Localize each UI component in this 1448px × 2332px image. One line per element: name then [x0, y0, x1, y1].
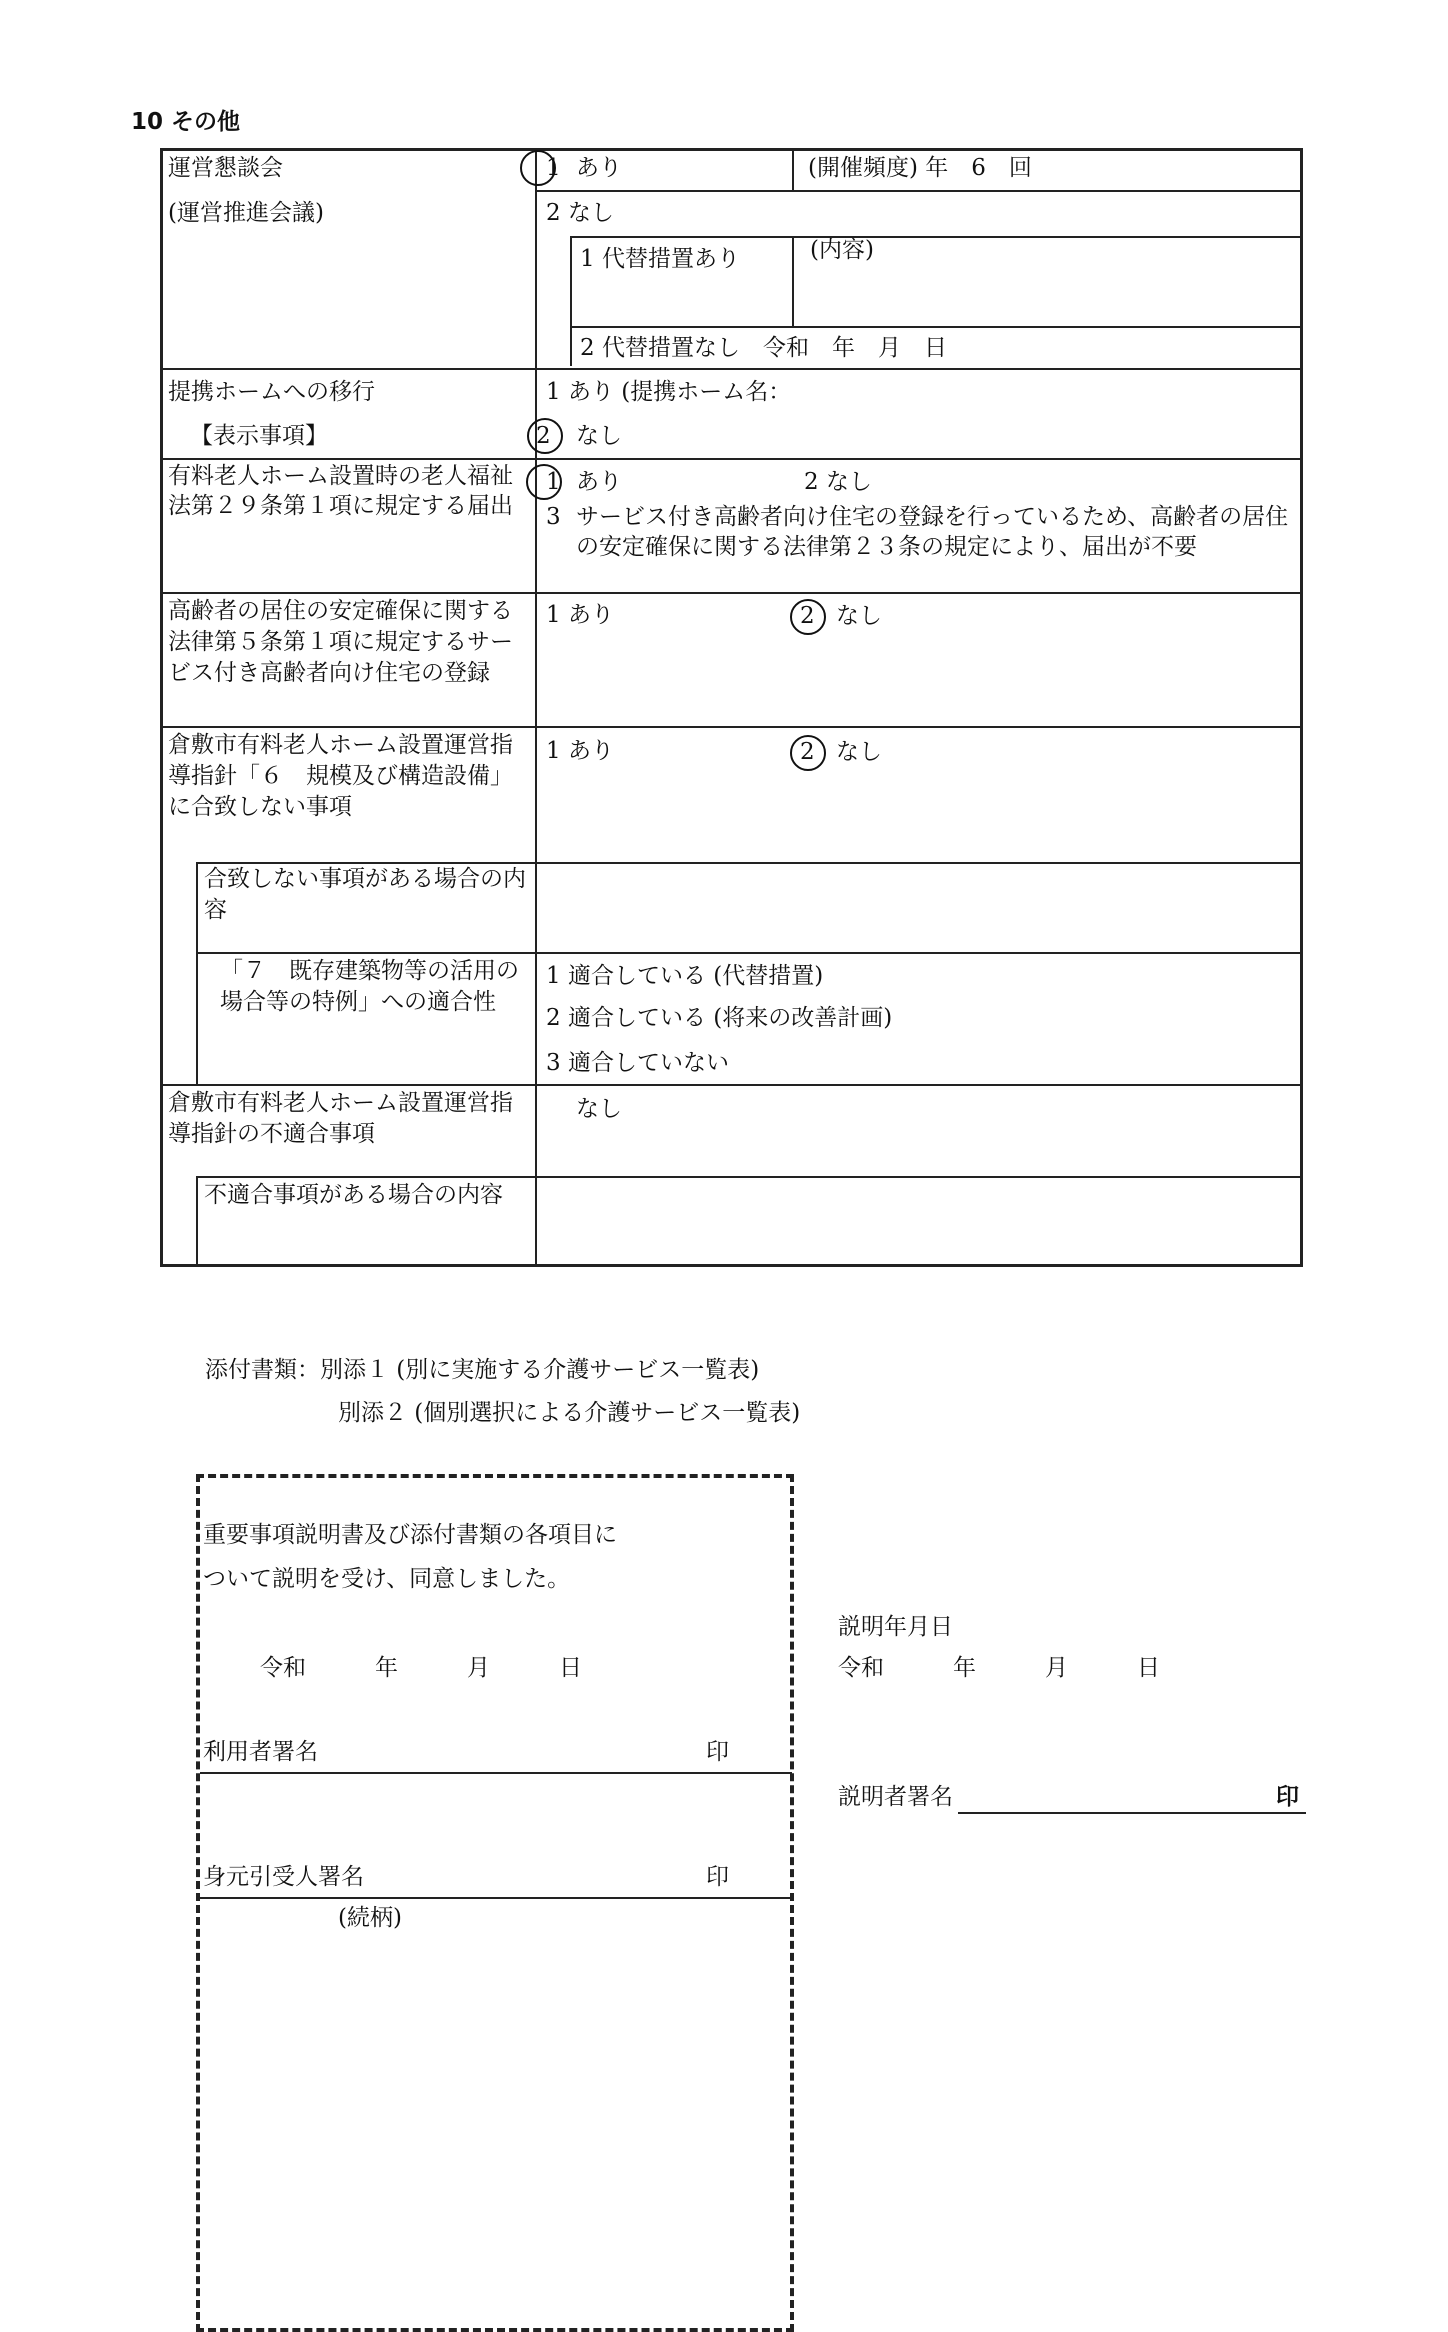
- attachment-line-2: 別添２ (個別選択による介護サービス一覧表): [338, 1400, 801, 1426]
- relation-label: (続柄): [338, 1905, 402, 1931]
- alt-measure-yes: 1 代替措置あり: [580, 246, 740, 272]
- seal-mark: 印: [706, 1739, 729, 1765]
- transfer-option-yes: 1 あり (提携ホーム名：: [546, 379, 792, 405]
- explainer-signature-line[interactable]: [958, 1812, 1306, 1814]
- meeting-option-yes-num: 1: [546, 155, 561, 181]
- registration-label: 高齢者の居住の安定確保に関する法律第５条第１項に規定するサービス付き高齢者向け住宅の登録: [168, 598, 513, 686]
- conformity-option-1: 1 適合している (代替措置): [546, 963, 824, 989]
- guarantor-signature-label: 身元引受人署名: [203, 1864, 364, 1890]
- alt-measure-no: 2 代替措置なし 令和 年 月 日: [580, 335, 947, 361]
- explanation-date: 令和 年 月 日: [838, 1655, 1160, 1681]
- mismatch-content-label: 合致しない事項がある場合の内容: [204, 866, 526, 923]
- conformity-option-3: 3 適合していない: [546, 1050, 729, 1076]
- guideline-option-no: なし: [836, 739, 882, 765]
- transfer-label: 提携ホームへの移行: [168, 379, 375, 405]
- notification-option-3-num: 3: [546, 504, 561, 530]
- registration-option-no: なし: [836, 603, 882, 629]
- notification-option-no: 2 なし: [804, 469, 872, 495]
- meeting-sublabel: (運営推進会議): [168, 200, 324, 226]
- nonconformity-content-label: 不適合事項がある場合の内容: [204, 1182, 503, 1208]
- registration-option-yes: 1 あり: [546, 602, 614, 628]
- meeting-label: 運営懇談会: [168, 155, 283, 181]
- meeting-option-yes: あり: [576, 155, 622, 181]
- meeting-option-no: 2 なし: [546, 200, 614, 226]
- consent-text-1: 重要事項説明書及び添付書類の各項目に: [203, 1522, 617, 1548]
- seal-mark: 印: [1276, 1783, 1299, 1810]
- guideline-option-yes: 1 あり: [546, 738, 614, 764]
- user-signature-label: 利用者署名: [203, 1739, 318, 1765]
- consent-box: [196, 1474, 794, 2332]
- seal-mark: 印: [706, 1864, 729, 1890]
- notification-label: 有料老人ホーム設置時の老人福祉法第２９条第１項に規定する届出: [168, 463, 513, 519]
- alt-measure-content: (内容): [810, 237, 874, 263]
- guarantor-signature-line[interactable]: [200, 1897, 792, 1899]
- explanation-date-label: 説明年月日: [838, 1614, 953, 1640]
- attachment-line-1: 添付書類：別添１ (別に実施する介護サービス一覧表): [205, 1357, 760, 1383]
- consent-text-2: ついて説明を受け、同意しました。: [203, 1566, 571, 1592]
- consent-date: 令和 年 月 日: [260, 1655, 582, 1681]
- explainer-signature-label: 説明者署名: [838, 1784, 953, 1810]
- nonconformity-label: 倉敷市有料老人ホーム設置運営指導指針の不適合事項: [168, 1090, 513, 1147]
- transfer-option-no: なし: [576, 423, 622, 449]
- transfer-sublabel: 【表示事項】: [190, 423, 328, 449]
- registration-option-no-num: 2: [800, 603, 815, 629]
- section-title: 10 その他: [131, 109, 241, 135]
- notification-option-yes: あり: [576, 469, 622, 495]
- nonconformity-value: なし: [576, 1096, 622, 1122]
- guideline-label: 倉敷市有料老人ホーム設置運営指導指針「６ 規模及び構造設備」に合致しない事項: [168, 732, 513, 820]
- guideline-option-no-num: 2: [800, 739, 815, 765]
- conformity-option-2: 2 適合している (将来の改善計画): [546, 1005, 893, 1031]
- notification-option-3: サービス付き高齢者向け住宅の登録を行っているため、高齢者の居住の安定確保に関する法律第２３条の規定により、届出が不要: [576, 504, 1289, 560]
- transfer-option-no-num: 2: [536, 423, 551, 449]
- special-case-label: 「７ 既存建築物等の活用の場合等の特例」への適合性: [220, 958, 519, 1015]
- user-signature-line[interactable]: [200, 1772, 792, 1774]
- notification-option-yes-num: 1: [546, 469, 561, 495]
- meeting-frequency: (開催頻度) 年 6 回: [808, 155, 1032, 181]
